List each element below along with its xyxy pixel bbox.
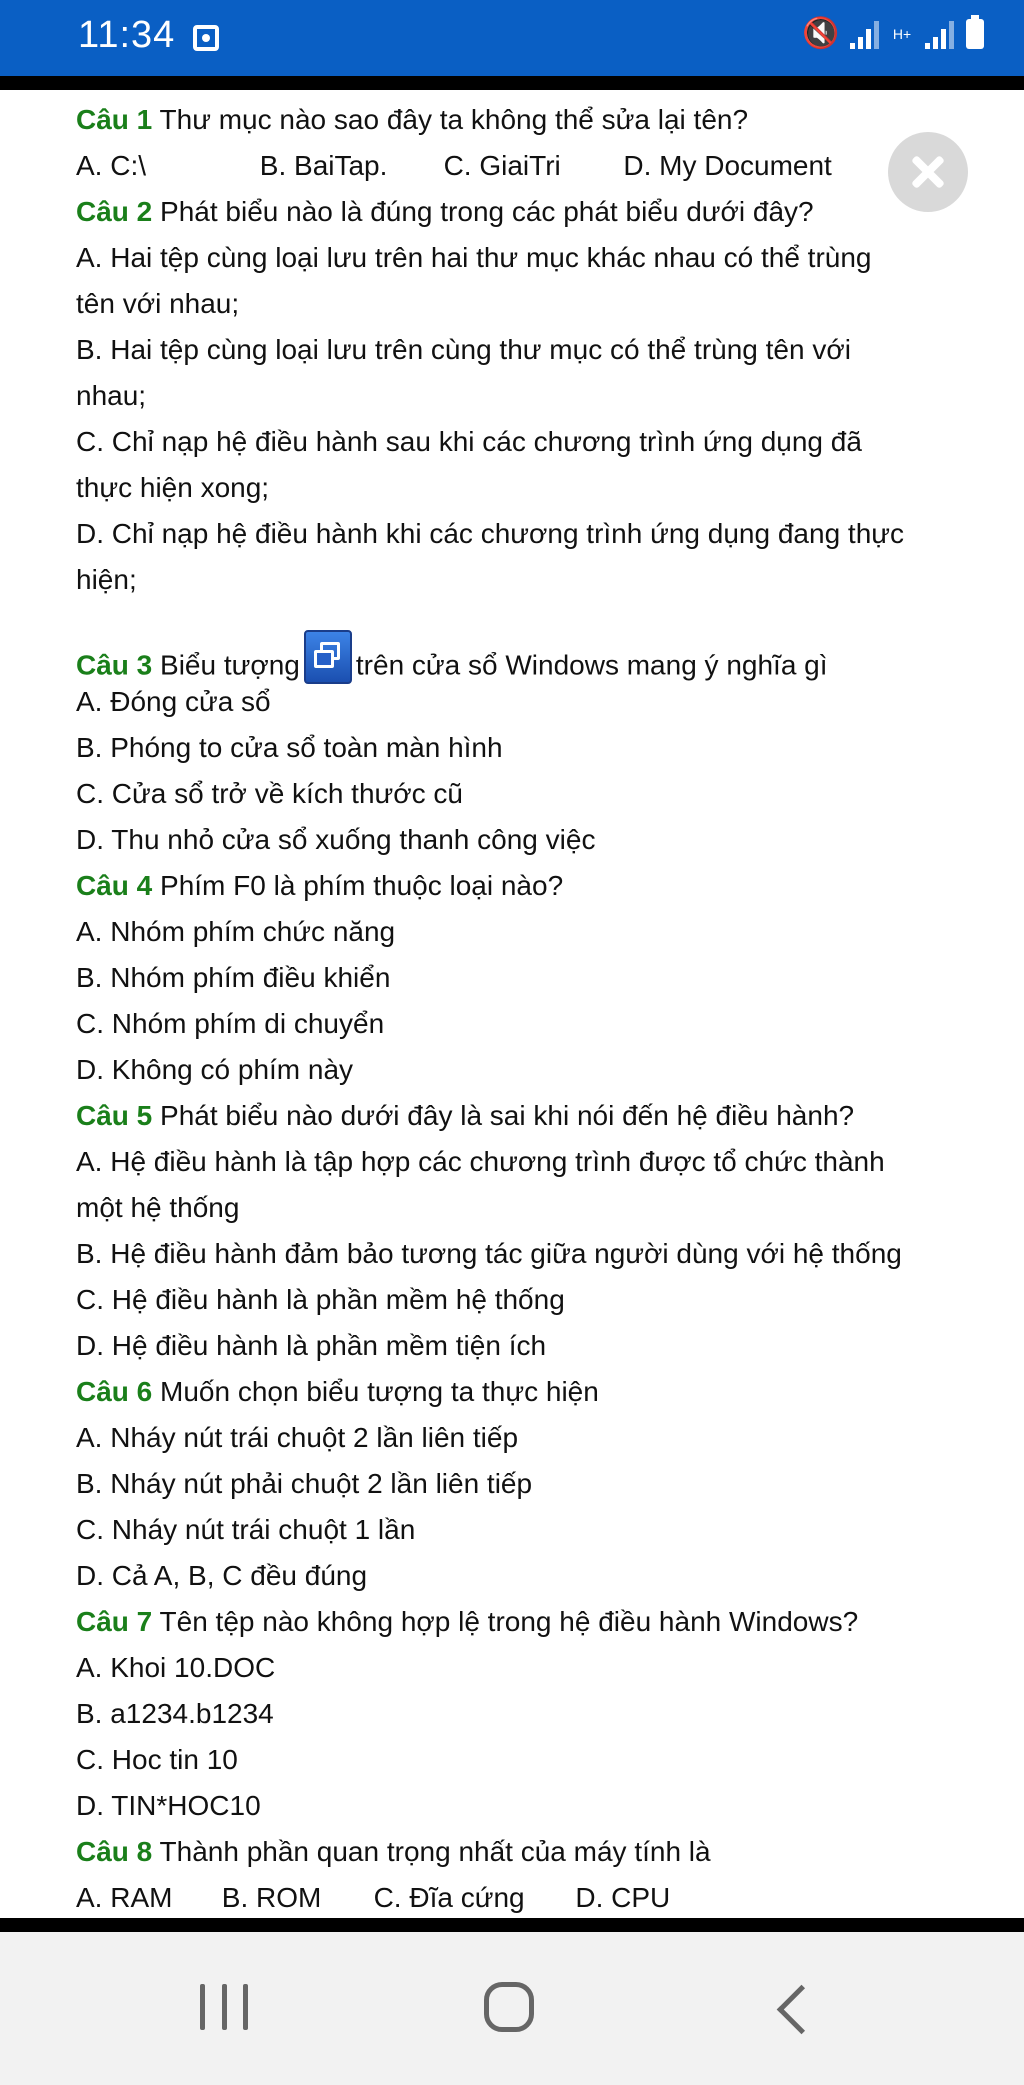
question-4-option: C. Nhóm phím di chuyển [76, 1008, 385, 1039]
question-6: Câu 6 Muốn chọn biểu tượng ta thực hiện [76, 1376, 599, 1407]
question-2-option: D. Chỉ nạp hệ điều hành khi các chương trình ứng dụng đang thực [76, 518, 905, 549]
question-5-option: C. Hệ điều hành là phần mềm hệ thống [76, 1284, 565, 1315]
status-time: 11:34 [78, 14, 176, 56]
question-2-option: hiện; [76, 564, 137, 595]
restore-window-icon [304, 630, 352, 684]
question-7-option: C. Hoc tin 10 [76, 1744, 238, 1775]
question-3-option: C. Cửa sổ trở về kích thước cũ [76, 778, 463, 809]
question-6-option: D. Cả A, B, C đều đúng [76, 1560, 368, 1591]
status-icons [802, 16, 984, 52]
close-icon[interactable] [888, 132, 968, 212]
question-4-option: B. Nhóm phím điều khiển [76, 962, 391, 993]
status-bar [0, 0, 1024, 76]
question-3-option: D. Thu nhỏ cửa sổ xuống thanh công việc [76, 824, 596, 855]
question-3-option: B. Phóng to cửa sổ toàn màn hình [76, 732, 503, 763]
question-4-option: D. Không có phím này [76, 1054, 354, 1085]
question-2-option: thực hiện xong; [76, 472, 270, 503]
question-7-option: B. a1234.b1234 [76, 1698, 274, 1729]
top-divider [0, 76, 1024, 90]
question-2: Câu 2 Phát biểu nào là đúng trong các phát biểu dưới đây? [76, 196, 814, 227]
mute-icon [802, 16, 838, 52]
question-1-options: A. C:\ B. BaiTap. C. GiaiTri D. My Document [76, 150, 832, 181]
question-3-option: A. Đóng cửa sổ [76, 686, 271, 717]
question-6-option: B. Nháy nút phải chuột 2 lần liên tiếp [76, 1468, 533, 1499]
question-4: Câu 4 Phím F0 là phím thuộc loại nào? [76, 870, 564, 901]
question-2-option: tên với nhau; [76, 288, 240, 319]
question-1: Câu 1 Thư mục nào sao đây ta không thể sửa lại tên? [76, 104, 749, 135]
question-3: Câu 3 Biểu tượng trên cửa sổ Windows mang ý nghĩa gì [76, 640, 828, 694]
recents-icon[interactable] [200, 1984, 248, 2030]
notification-icon [193, 25, 219, 51]
question-5-option: một hệ thống [76, 1192, 240, 1223]
bottom-divider [0, 1918, 1024, 1932]
image-viewer [0, 90, 1024, 1918]
network-type-label: H+ [892, 26, 912, 42]
question-5: Câu 5 Phát biểu nào dưới đây là sai khi nói đến hệ điều hành? [76, 1100, 855, 1131]
signal-icon [850, 19, 879, 49]
question-7: Câu 7 Tên tệp nào không hợp lệ trong hệ điều hành Windows? [76, 1606, 859, 1637]
question-2-option: nhau; [76, 380, 147, 411]
signal-icon [925, 19, 954, 49]
question-4-option: A. Nhóm phím chức năng [76, 916, 396, 947]
question-6-option: C. Nháy nút trái chuột 1 lần [76, 1514, 416, 1545]
question-5-option: A. Hệ điều hành là tập hợp các chương trình được tổ chức thành [76, 1146, 885, 1177]
battery-icon [966, 19, 984, 49]
navigation-bar [0, 1932, 1024, 2085]
question-2-option: A. Hai tệp cùng loại lưu trên hai thư mục khác nhau có thể trùng [76, 242, 872, 273]
question-5-option: B. Hệ điều hành đảm bảo tương tác giữa người dùng với hệ thống [76, 1238, 902, 1269]
question-6-option: A. Nháy nút trái chuột 2 lần liên tiếp [76, 1422, 519, 1453]
question-2-option: C. Chỉ nạp hệ điều hành sau khi các chương trình ứng dụng đã [76, 426, 862, 457]
question-2-option: B. Hai tệp cùng loại lưu trên cùng thư mục có thể trùng tên với [76, 334, 851, 365]
question-5-option: D. Hệ điều hành là phần mềm tiện ích [76, 1330, 547, 1361]
question-8: Câu 8 Thành phần quan trọng nhất của máy tính là [76, 1836, 711, 1867]
back-icon[interactable] [777, 1985, 826, 2034]
home-icon[interactable] [484, 1982, 534, 2032]
question-7-option: D. TIN*HOC10 [76, 1790, 261, 1821]
question-8-options: A. RAM B. ROM C. Đĩa cứng D. CPU [76, 1882, 671, 1913]
question-7-option: A. Khoi 10.DOC [76, 1652, 276, 1683]
